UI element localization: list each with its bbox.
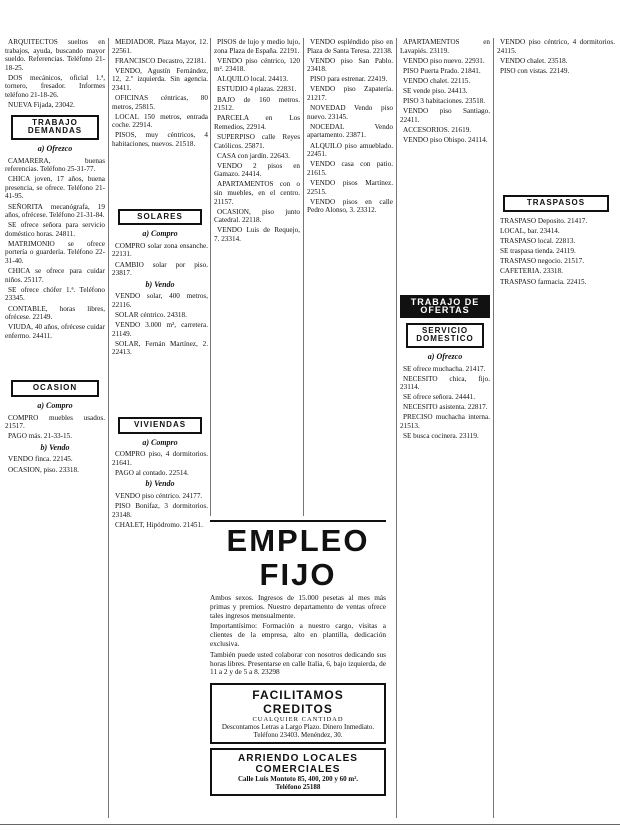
ad-body xyxy=(210,594,386,677)
subsection-title: b) Vendo xyxy=(145,479,175,489)
subsection-title: a) Ofrezco xyxy=(427,351,463,361)
ad-item: VENDO pisos en calle Pedro Alonso, 3. 23312. xyxy=(307,197,393,215)
ad-item: ACCESORIOS. 21619. xyxy=(403,125,472,134)
ad-item: SE traspasa tienda. 24119. xyxy=(500,247,576,256)
ad-item: SE ofrece señora para servicio doméstico horas. 24811. xyxy=(5,221,105,238)
ad-item: VENDO 3.000 m², carretera. 21149. xyxy=(112,321,208,338)
ad-item: PISOS de lujo y medio lujo, zona Plaza de España. 22191. xyxy=(214,38,300,55)
ad-item: SEÑORITA mecanógrafa, 19 años, ofrécese. Teléfono 21-31-84. xyxy=(5,202,105,220)
ad-item: OFICINAS céntricas, 80 metros, 25815. xyxy=(112,94,208,111)
subsection-title: a) Ofrezco xyxy=(37,143,73,153)
ad-item: VENDO, Agustín Fernández, 12, 2.º izquierda. Sin agencia. 23411. xyxy=(112,66,208,92)
section-header: SOLARES xyxy=(118,209,202,226)
ad-item: PARCELA en Los Remedios, 22914. xyxy=(214,114,300,131)
ad-item: CAMBIO solar por piso. 23817. xyxy=(112,260,208,278)
ad-item: LOCAL 150 metros, entrada coche. 22914. xyxy=(112,112,208,130)
column-5 xyxy=(400,38,490,813)
ad-item: PISOS, muy céntricos, 4 habitaciones, nuevos. 21518. xyxy=(112,131,208,149)
column-rule xyxy=(108,38,109,818)
ad-item: VENDO piso céntrico. 24177. xyxy=(115,492,203,500)
ad-item: TRASPASO farmacia. 22415. xyxy=(500,277,587,286)
ad-item: VENDO piso Zapatería. 21217. xyxy=(307,85,393,103)
ad-item: VENDO piso céntrico, 4 dormitorios. 24115. xyxy=(497,38,615,55)
subsection-title: a) Compro xyxy=(142,229,178,239)
subsection-title: a) Compro xyxy=(142,437,178,447)
ad-item: APARTAMENTOS en Lavapiés. 23119. xyxy=(400,38,490,55)
ad-item: PISO Puerta Prado. 21841. xyxy=(403,66,481,75)
column-2 xyxy=(112,38,208,813)
column-rule xyxy=(303,38,304,516)
ad-item: VENDO piso Obispo. 24114. xyxy=(403,135,488,144)
ad-item: SE vende piso. 24413. xyxy=(403,86,468,95)
ad-item: VENDO finca. 22145. xyxy=(8,455,73,464)
subsection-title: a) Compro xyxy=(37,401,73,410)
ad-item: PISO 3 habitaciones. 23518. xyxy=(403,97,486,106)
ad-item: PAGO al contado. 22514. xyxy=(115,468,189,477)
section-header: OCASION xyxy=(11,380,99,397)
subsection-title: b) Vendo xyxy=(40,442,70,452)
empleo-fijo-ad xyxy=(210,520,386,796)
section-header: SERVICIO DOMESTICO xyxy=(406,323,484,348)
ad-item: ALQUILO piso amueblado. 22451. xyxy=(307,141,393,159)
ad-item: PISO para estrenar. 22419. xyxy=(310,75,388,84)
column-3 xyxy=(214,38,300,513)
ad-item: VENDO piso San Pablo. 23418. xyxy=(307,56,393,74)
section-header: VIVIENDAS xyxy=(118,417,202,434)
ad-item: SE busca cocinera. 23119. xyxy=(403,432,479,441)
column-rule xyxy=(396,38,397,818)
section-header: TRASPASOS xyxy=(503,195,609,212)
ad-item: BAJO de 160 metros. 21512. xyxy=(214,95,300,113)
ad-item: VENDO Luis de Requejo, 7. 23314. xyxy=(214,226,300,243)
ad-item: CHALET, Hipódromo. 21451. xyxy=(115,520,203,529)
ad-item: SE ofrece muchacha. 21417. xyxy=(403,364,486,373)
ad-item: CONTABLE, horas libres, ofrécese. 22149. xyxy=(5,304,105,322)
ad-item: DOS mecánicos, oficial 1.ª, tornero, fresador. Informes teléfono 21-18-26. xyxy=(5,73,105,100)
ad-item: VENDO solar, 400 metros, 22116. xyxy=(112,292,208,309)
ad-paragraph: Ambos sexos. Ingresos de 15.000 pesetas al mes más primas y premios. Nuestro departamento de ventas ofrece tales ingresos mensualmente. xyxy=(210,593,386,620)
page-bottom-rule xyxy=(0,824,620,826)
column-rule xyxy=(210,38,211,516)
ad-item: MEDIADOR. Plaza Mayor, 12. 22561. xyxy=(112,38,208,55)
section-header: TRABAJO DEMANDAS xyxy=(11,115,99,140)
ad-item: CAMARERA, buenas referencias. Teléfono 25-31-77. xyxy=(5,156,105,174)
rental-ad-phone: Teléfono 25188 xyxy=(275,783,321,792)
ad-item: MATRIMONIO se ofrece portería o guardería. Teléfono 22-31-40. xyxy=(5,239,105,266)
ad-item: ESTUDIO 4 plazas. 22831. xyxy=(217,85,297,94)
ad-item: VENDO 2 pisos en Gamazo. 24414. xyxy=(214,161,300,179)
ad-item: NUEVA Fijada, 23042. xyxy=(8,101,75,110)
ad-item: VENDO piso nuevo. 22931. xyxy=(403,56,485,65)
credit-ad-text: Descontamos Letras a Largo Plazo. Dinero Inmediato. Teléfono 23403. Menéndez, 30. xyxy=(221,723,375,740)
ad-item: ARQUITECTOS sueltos en trabajos, ayuda, buscando mayor sueldo. Referencias. Teléfono 21-18-25. xyxy=(5,38,105,72)
ad-item: PISO Bonifaz, 3 dormitorios. 23148. xyxy=(112,502,208,519)
ad-item: VENDO pisos Martínez. 22515. xyxy=(307,178,393,196)
ad-item: VIUDA, 40 años, ofrécese cuidar enfermo. 24411. xyxy=(5,323,105,340)
ad-item: CHICA joven, 17 años, buena presencia, se ofrece. Teléfono 21-41-95. xyxy=(5,175,105,201)
column-1 xyxy=(5,38,105,813)
credit-ad-title: FACILITAMOS CREDITOS xyxy=(252,688,344,717)
ad-item: CASA con jardín. 22643. xyxy=(217,151,290,160)
ad-item: VENDO chalet. 23518. xyxy=(500,56,568,65)
ad-item: COMPRO solar zona ensanche. 22131. xyxy=(112,241,208,259)
ad-item: PISO con vistas. 22149. xyxy=(500,66,570,75)
ad-item: COMPRO muebles usados. 21517. xyxy=(5,413,105,431)
ad-item: CAFETERIA. 23318. xyxy=(500,267,563,276)
ad-item: OCASION, piso. 23318. xyxy=(8,465,79,474)
ad-item: NECESITO chica, fijo. 23114. xyxy=(400,374,490,392)
column-6 xyxy=(497,38,615,813)
ad-paragraph: También puede usted colaborar con nosotros dedicando sus horas libres. Presentarse en calle Italia, 6, bajo izquierda, de 11 a 2 y de 5 a 8. 23298 xyxy=(210,649,386,677)
ad-item: PAGO más. 21-33-15. xyxy=(8,432,73,441)
ad-item: FRANCISCO Decastro, 22181. xyxy=(115,56,207,65)
column-4 xyxy=(307,38,393,513)
ad-item: COMPRO piso, 4 dormitorios. 21641. xyxy=(112,450,208,467)
credit-ad-subtitle: CUALQUIER CANTIDAD xyxy=(252,716,344,724)
ad-item: VENDO piso Santiago. 22411. xyxy=(400,107,490,124)
ad-item: ALQUILO local. 24413. xyxy=(217,75,289,84)
rental-ad-title: ARRIENDO LOCALES COMERCIALES xyxy=(238,753,358,776)
ad-item: SE ofrece señora. 24441. xyxy=(403,393,476,402)
ad-item: SE ofrece chófer 1.ª. Teléfono 23345. xyxy=(5,285,105,303)
ad-headline: EMPLEO FIJO xyxy=(226,523,370,592)
ad-item: VENDO piso céntrico, 120 m². 23418. xyxy=(214,56,300,74)
ad-item: TRASPASO negocio. 21517. xyxy=(500,257,584,266)
ad-item: SUPERPISO calle Reyes Católicos. 25871. xyxy=(214,132,300,150)
ad-item: VENDO chalet. 22115. xyxy=(403,76,471,85)
credit-ad-box xyxy=(210,683,386,744)
ad-item: VENDO espléndido piso en Plaza de Santa Teresa. 22138. xyxy=(307,38,393,55)
ad-item: SOLAR céntrico. 24318. xyxy=(115,310,187,319)
ad-item: OCASION, piso junto Catedral. 22118. xyxy=(214,207,300,225)
section-banner: TRABAJO DE OFERTAS xyxy=(400,295,490,318)
ad-item: NOCEDAL Vendo apartamento. 23871. xyxy=(307,122,393,140)
ad-item: PRECISO muchacha interna. 21513. xyxy=(400,413,490,431)
subsection-title: b) Vendo xyxy=(145,279,175,289)
ad-item: CHICA se ofrece para cuidar niños. 25117. xyxy=(5,267,105,284)
ad-item: TRASPASO Deposito. 21417. xyxy=(500,216,588,225)
ad-item: NECESITO asistenta. 22817. xyxy=(403,403,488,412)
rental-ad-box xyxy=(210,748,386,796)
rental-ad-text: Calle Luis Montoto 85, 400, 200 y 60 m². xyxy=(237,775,359,784)
ad-item: NOVEDAD Vendo piso nuevo. 23145. xyxy=(307,104,393,121)
ad-item: TRASPASO local. 22813. xyxy=(500,237,576,246)
column-rule xyxy=(493,38,494,818)
ad-paragraph: Importantísimo: Formación a nuestro cargo, visitas a clientes de la empresa, alto en plantilla, dedicación exclusiva. xyxy=(210,621,386,648)
ad-item: APARTAMENTOS con o sin muebles, en el centro. 21157. xyxy=(214,180,300,206)
ad-item: LOCAL, bar. 23414. xyxy=(500,227,560,236)
ad-item: SOLAR, Fernán Martínez, 2. 22413. xyxy=(112,339,208,357)
ad-item: VENDO casa con patio. 21615. xyxy=(307,160,393,177)
